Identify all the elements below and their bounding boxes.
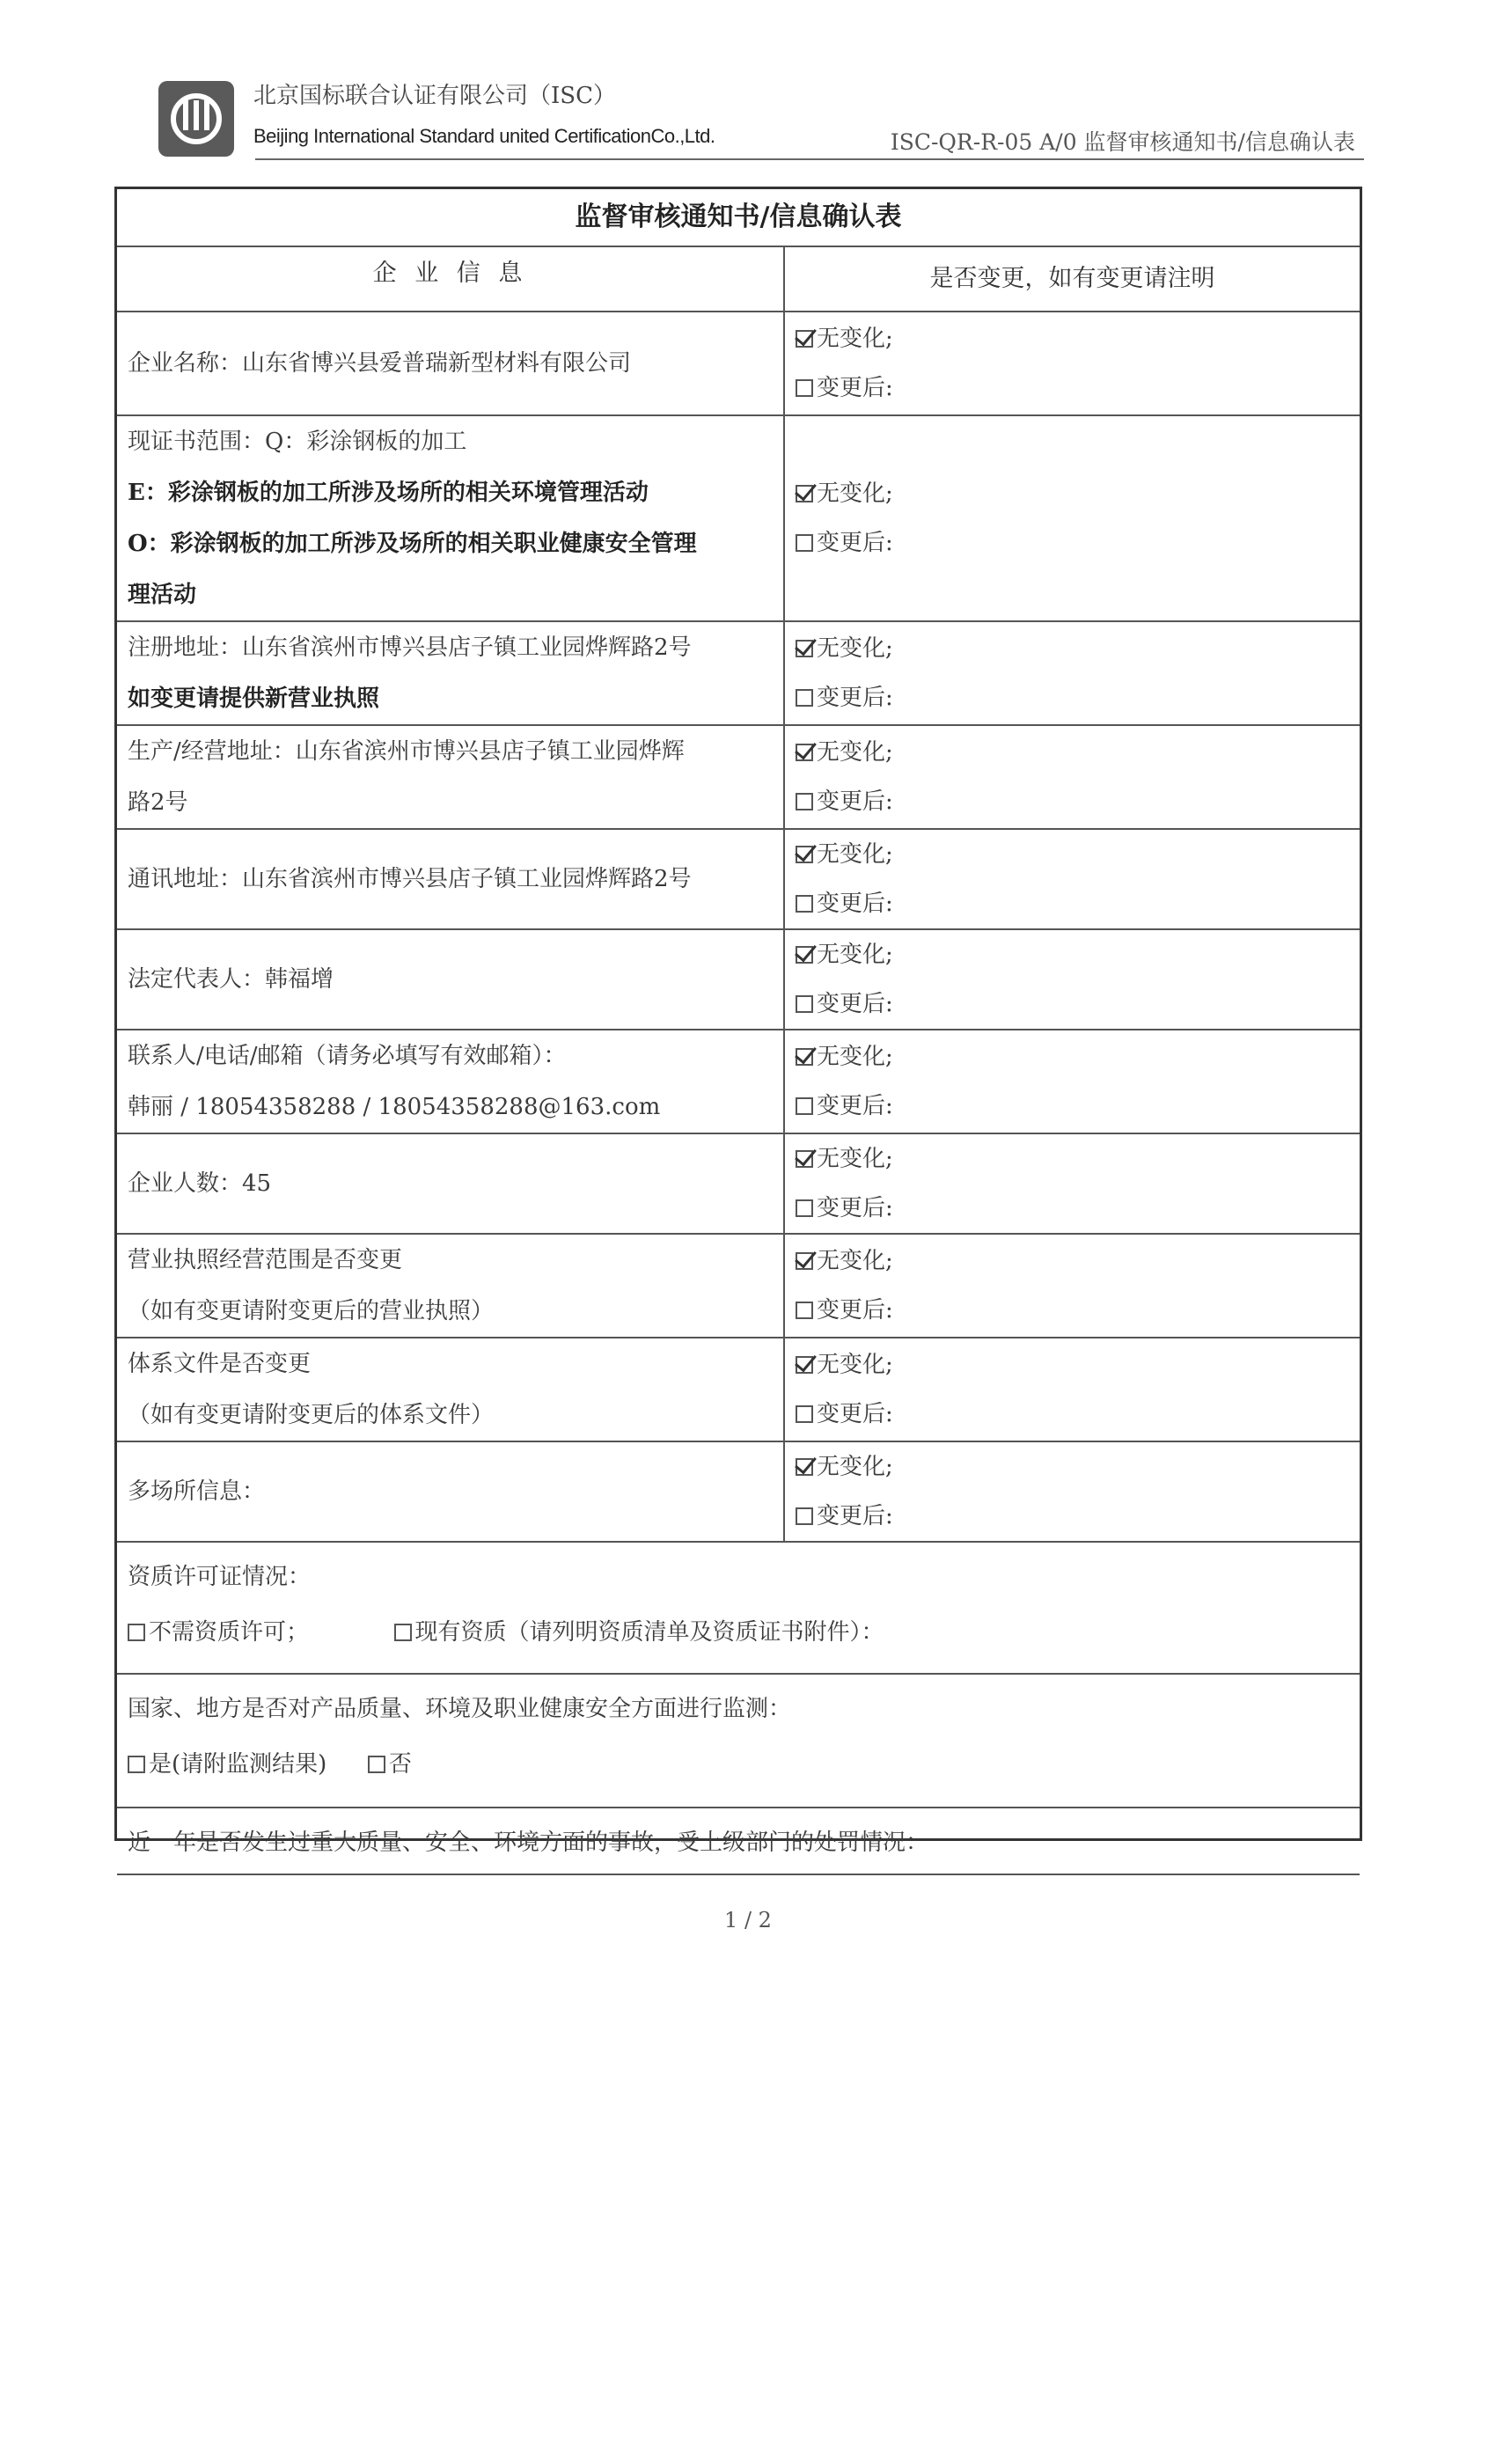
change-cell xyxy=(784,1030,1360,1133)
changed-label: 变更后: xyxy=(817,1401,893,1427)
no-change-label: 无变化; xyxy=(817,739,893,766)
changed-label: 变更后: xyxy=(817,891,893,917)
header-divider xyxy=(255,158,1364,160)
checkbox-unchecked[interactable] xyxy=(796,1199,813,1217)
checkbox-unchecked[interactable] xyxy=(796,1097,813,1115)
checkbox-checked[interactable] xyxy=(796,946,813,964)
checkbox-unchecked[interactable] xyxy=(796,1302,813,1319)
checkbox-checked[interactable] xyxy=(796,1356,813,1374)
changed-label: 变更后: xyxy=(817,530,893,556)
company-name-cn: 北京国标联合认证有限公司（ISC） xyxy=(253,83,616,109)
checkbox-checked[interactable] xyxy=(796,744,813,761)
info-line: 营业执照经营范围是否变更 xyxy=(128,1247,403,1273)
info-cell-company-name xyxy=(117,312,784,415)
change-cell xyxy=(784,725,1360,829)
change-cell xyxy=(784,415,1360,621)
checkbox-unchecked[interactable] xyxy=(796,793,813,810)
monitoring-label: 国家、地方是否对产品质量、环境及职业健康安全方面进行监测： xyxy=(128,1696,792,1722)
info-line: 联系人/电话/邮箱（请务必填写有效邮箱）： xyxy=(128,1043,567,1069)
incidents-label: 近一年是否发生过重大质量、安全、环境方面的事故，受上级部门的处罚情况： xyxy=(128,1830,929,1856)
checkbox-checked[interactable] xyxy=(796,485,813,502)
checkbox-checked[interactable] xyxy=(796,1458,813,1476)
info-line: O：彩涂钢板的加工所涉及场所的相关职业健康安全管理 xyxy=(128,531,697,557)
qualification-section xyxy=(117,1542,1360,1674)
company-name-en: Beijing International Standard united CertificationCo.,Ltd. xyxy=(253,125,715,147)
info-line: 路2号 xyxy=(128,789,188,816)
existing-qualification-label: 现有资质（请列明资质清单及资质证书附件）： xyxy=(414,1619,884,1646)
info-line: 生产/经营地址：山东省滨州市博兴县店子镇工业园烨辉 xyxy=(128,738,685,765)
info-confirmation-form xyxy=(114,187,1362,1856)
change-cell xyxy=(784,829,1360,929)
info-cell-production-address xyxy=(117,725,784,829)
document-code: ISC-QR-R-05 A/0 监督审核通知书/信息确认表 xyxy=(890,129,1355,155)
info-cell-multi-site xyxy=(117,1441,784,1542)
info-cell-employee-count xyxy=(117,1133,784,1234)
checkbox-no-qualification[interactable] xyxy=(128,1624,145,1641)
no-qualification-label: 不需资质许可； xyxy=(149,1619,310,1646)
checkbox-checked[interactable] xyxy=(796,1048,813,1066)
info-line: （如有变更请附变更后的体系文件） xyxy=(128,1402,495,1428)
checkbox-unchecked[interactable] xyxy=(796,995,813,1013)
no-change-label: 无变化; xyxy=(817,1044,893,1070)
no-change-label: 无变化; xyxy=(817,326,893,352)
info-line: 通讯地址：山东省滨州市博兴县店子镇工业园烨辉路2号 xyxy=(128,866,692,892)
checkbox-unchecked[interactable] xyxy=(796,379,813,397)
checkbox-unchecked[interactable] xyxy=(796,689,813,707)
column-header-change: 是否变更，如有变更请注明 xyxy=(784,246,1360,312)
change-cell xyxy=(784,621,1360,725)
no-change-label: 无变化; xyxy=(817,635,893,662)
monitoring-section xyxy=(117,1674,1360,1808)
change-cell xyxy=(784,929,1360,1030)
checkbox-monitoring-no[interactable] xyxy=(368,1756,385,1773)
checkbox-unchecked[interactable] xyxy=(796,895,813,913)
info-line: 现证书范围：Q：彩涂钢板的加工 xyxy=(128,429,467,455)
no-change-label: 无变化; xyxy=(817,1454,893,1480)
checkbox-unchecked[interactable] xyxy=(796,1405,813,1423)
info-line: E：彩涂钢板的加工所涉及场所的相关环境管理活动 xyxy=(128,480,649,506)
checkbox-checked[interactable] xyxy=(796,330,813,348)
change-cell xyxy=(784,1441,1360,1542)
checkbox-monitoring-yes[interactable] xyxy=(128,1756,145,1773)
incidents-section xyxy=(117,1808,1360,1874)
checkbox-checked[interactable] xyxy=(796,1252,813,1270)
info-line: 法定代表人：韩福增 xyxy=(128,966,334,993)
qualification-label: 资质许可证情况： xyxy=(128,1564,312,1590)
change-cell xyxy=(784,312,1360,415)
checkbox-unchecked[interactable] xyxy=(796,534,813,552)
change-cell xyxy=(784,1234,1360,1338)
form-title: 监督审核通知书/信息确认表 xyxy=(117,189,1360,246)
info-line: （如有变更请附变更后的营业执照） xyxy=(128,1298,495,1324)
monitoring-no-label: 否 xyxy=(388,1751,412,1778)
no-change-label: 无变化; xyxy=(817,1146,893,1172)
info-cell-registered-address xyxy=(117,621,784,725)
checkbox-checked[interactable] xyxy=(796,640,813,657)
no-change-label: 无变化; xyxy=(817,942,893,968)
changed-label: 变更后: xyxy=(817,1503,893,1529)
change-cell xyxy=(784,1133,1360,1234)
no-change-label: 无变化; xyxy=(817,1352,893,1378)
change-cell xyxy=(784,1338,1360,1441)
changed-label: 变更后: xyxy=(817,685,893,711)
info-line: 企业人数：45 xyxy=(128,1170,272,1197)
changed-label: 变更后: xyxy=(817,788,893,815)
document-header xyxy=(158,72,1364,169)
checkbox-unchecked[interactable] xyxy=(796,1507,813,1525)
changed-label: 变更后: xyxy=(817,991,893,1017)
info-cell-scope xyxy=(117,415,784,621)
info-cell-system-documents xyxy=(117,1338,784,1441)
changed-label: 变更后: xyxy=(817,1093,893,1119)
checkbox-existing-qualification[interactable] xyxy=(394,1624,412,1641)
checkbox-checked[interactable] xyxy=(796,846,813,863)
form-table xyxy=(117,189,1360,1875)
info-line: 注册地址：山东省滨州市博兴县店子镇工业园烨辉路2号 xyxy=(128,634,692,661)
column-header-company-info: 企 业 信 息 xyxy=(117,246,784,312)
changed-label: 变更后: xyxy=(817,1195,893,1221)
checkbox-checked[interactable] xyxy=(796,1150,813,1168)
page-number: 1 / 2 xyxy=(724,1908,772,1932)
changed-label: 变更后: xyxy=(817,375,893,401)
info-line: 多场所信息： xyxy=(128,1478,266,1505)
info-line: 韩丽 / 18054358288 / 18054358288@163.com xyxy=(128,1094,661,1120)
info-cell-mailing-address xyxy=(117,829,784,929)
changed-label: 变更后: xyxy=(817,1297,893,1324)
no-change-label: 无变化; xyxy=(817,480,893,507)
no-change-label: 无变化; xyxy=(817,1248,893,1274)
info-line: 如变更请提供新营业执照 xyxy=(128,686,380,712)
no-change-label: 无变化; xyxy=(817,841,893,868)
monitoring-yes-label: 是(请附监测结果) xyxy=(149,1751,327,1778)
info-line: 体系文件是否变更 xyxy=(128,1351,312,1377)
info-line: 理活动 xyxy=(128,582,197,608)
info-line: 企业名称：山东省博兴县爱普瑞新型材料有限公司 xyxy=(128,350,632,377)
info-cell-business-scope xyxy=(117,1234,784,1338)
info-cell-legal-representative xyxy=(117,929,784,1030)
isc-logo-icon xyxy=(158,81,234,157)
info-cell-contact xyxy=(117,1030,784,1133)
